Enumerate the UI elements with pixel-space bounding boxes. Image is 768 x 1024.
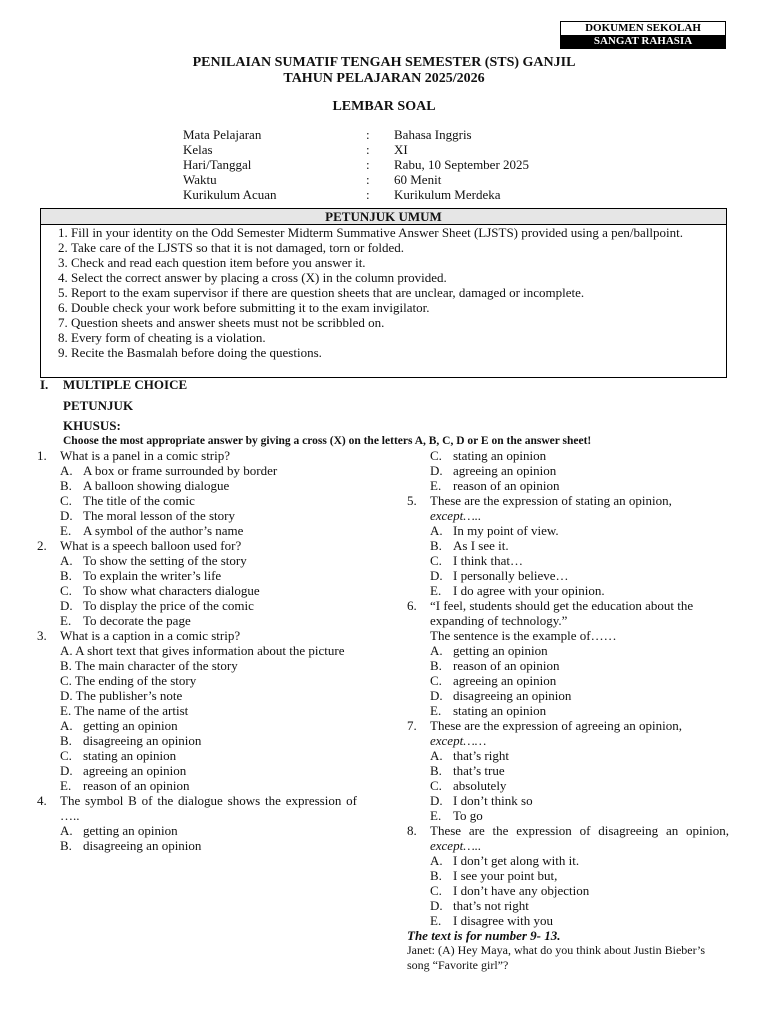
option-letter: B.	[430, 658, 442, 673]
option-letter: C.	[430, 673, 442, 688]
option-text: I do agree with your opinion.	[453, 583, 605, 598]
option	[37, 508, 357, 523]
info-row-class	[183, 142, 529, 157]
special-instruction: Choose the most appropriate answer by giving a cross (X) on the letters A, B, C, D or E on the answer sheet!	[63, 435, 592, 447]
option-letter: C.	[430, 553, 442, 568]
option	[407, 568, 729, 583]
option	[37, 568, 357, 583]
text-reference-note: The text is for number 9- 13.	[407, 928, 561, 943]
info-row-date	[183, 157, 529, 172]
option	[37, 733, 357, 748]
option-letter: B.	[430, 538, 442, 553]
option-letter: B.	[60, 478, 72, 493]
instruction-item: 4. Select the correct answer by placing a cross (X) in the column provided.	[71, 270, 726, 285]
question-text: These are the expression of agreeing an opinion,	[430, 718, 682, 733]
option-plain: B. The main character of the story	[60, 658, 238, 673]
question-text-wrap	[430, 823, 729, 853]
option	[37, 523, 357, 538]
option	[37, 763, 357, 778]
question-number: 7.	[407, 718, 417, 733]
instruction-item: 9. Recite the Basmalah before doing the questions.	[71, 345, 726, 360]
option-letter: B.	[60, 838, 72, 853]
option-letter: C.	[60, 583, 72, 598]
question-text-2: The sentence is the example of……	[430, 628, 617, 643]
question-number: 1.	[37, 448, 47, 463]
option	[37, 583, 357, 598]
option	[407, 553, 729, 568]
question-7	[407, 718, 729, 823]
info-sep: :	[366, 172, 370, 187]
instruction-item: 7. Question sheets and answer sheets must not be scribbled on.	[71, 315, 726, 330]
info-key: Mata Pelajaran	[183, 127, 262, 142]
option-letter: A.	[60, 553, 73, 568]
section-heading	[40, 377, 187, 392]
option	[407, 898, 729, 913]
option	[37, 478, 357, 493]
option	[407, 478, 729, 493]
general-instructions-heading: PETUNJUK UMUM	[41, 209, 726, 225]
info-value: Bahasa Inggris	[394, 127, 472, 142]
option-letter: A.	[60, 463, 73, 478]
option-letter: B.	[60, 733, 72, 748]
option-letter: E.	[430, 703, 442, 718]
question-except: except…..	[430, 508, 482, 523]
option-letter: D.	[430, 568, 443, 583]
option-text: I disagree with you	[453, 913, 554, 928]
option-letter: D.	[430, 463, 443, 478]
option-letter: E.	[430, 913, 442, 928]
option-text: getting an opinion	[83, 823, 178, 838]
question-6	[407, 598, 729, 718]
question-text-wrap	[430, 718, 729, 748]
info-key: Waktu	[183, 172, 217, 187]
option-text: absolutely	[453, 778, 507, 793]
option	[407, 793, 729, 808]
left-column	[37, 448, 357, 853]
question-5	[407, 493, 729, 598]
option	[407, 703, 729, 718]
option-text: I see your point but,	[453, 868, 558, 883]
option-letter: A.	[60, 823, 73, 838]
option-letter: B.	[430, 763, 442, 778]
instruction-item: 3. Check and read each question item before you answer it.	[71, 255, 726, 270]
question-text-wrap	[430, 493, 729, 523]
option-letter: C.	[60, 493, 72, 508]
option-text: getting an opinion	[453, 643, 548, 658]
option	[407, 778, 729, 793]
option-letter: C.	[430, 778, 442, 793]
instruction-item: 2. Take care of the LJSTS so that it is not damaged, torn or folded.	[71, 240, 726, 255]
option-text: To explain the writer’s life	[83, 568, 222, 583]
option-letter: D.	[430, 688, 443, 703]
question-text: “I feel, students should get the education about the expanding of technology.”	[430, 598, 694, 628]
section-number: I.	[40, 377, 49, 392]
info-row-subject	[183, 127, 529, 142]
option-text: stating an opinion	[453, 448, 547, 463]
question-text: These are the expression of disagreeing an opinion,	[430, 823, 729, 838]
option-letter: B.	[430, 868, 442, 883]
option	[407, 868, 729, 883]
option-text: A balloon showing dialogue	[83, 478, 230, 493]
info-value: Rabu, 10 September 2025	[394, 157, 530, 172]
option-text: The moral lesson of the story	[83, 508, 235, 523]
option-text: disagreeing an opinion	[83, 838, 202, 853]
option	[407, 913, 729, 928]
question-text: What is a caption in a comic strip?	[60, 628, 241, 643]
option	[407, 448, 729, 463]
option-letter: E.	[60, 523, 72, 538]
option-text: that’s true	[453, 763, 505, 778]
option	[37, 493, 357, 508]
option-plain: A. A short text that gives information about the picture	[60, 643, 345, 658]
academic-year: TAHUN PELAJARAN 2025/2026	[283, 71, 485, 86]
option-text: I don’t have any objection	[453, 883, 590, 898]
option	[407, 763, 729, 778]
option-letter: C.	[430, 883, 442, 898]
info-sep: :	[366, 187, 370, 202]
sheet-subtitle: LEMBAR SOAL	[332, 99, 436, 114]
option-text: As I see it.	[453, 538, 509, 553]
option-text: reason of an opinion	[453, 478, 560, 493]
general-instructions-box	[40, 208, 727, 378]
option-letter: D.	[430, 898, 443, 913]
info-value: XI	[394, 142, 408, 157]
question-text-wrap	[430, 598, 729, 643]
info-value: 60 Menit	[394, 172, 442, 187]
option-letter: E.	[430, 808, 442, 823]
instruction-item: 5. Report to the exam supervisor if there are question sheets that are unclear, damaged or incomplete.	[71, 285, 726, 300]
option	[37, 553, 357, 568]
option-letter: A.	[430, 523, 443, 538]
question-number: 5.	[407, 493, 417, 508]
option-text: that’s right	[453, 748, 509, 763]
option-text: I think that…	[453, 553, 524, 568]
option-letter: A.	[60, 718, 73, 733]
option-text: reason of an opinion	[453, 658, 560, 673]
instruction-item: 8. Every form of cheating is a violation.	[71, 330, 726, 345]
option	[407, 883, 729, 898]
option-text: The title of the comic	[83, 493, 195, 508]
option-letter: A.	[430, 748, 443, 763]
option	[37, 598, 357, 613]
option-letter: B.	[60, 568, 72, 583]
question-number: 4.	[37, 793, 47, 808]
question-number: 6.	[407, 598, 417, 613]
option	[407, 808, 729, 823]
exam-title: PENILAIAN SUMATIF TENGAH SEMESTER (STS) GANJIL	[192, 55, 576, 70]
section-title: MULTIPLE CHOICE	[63, 377, 188, 392]
instruction-item: 1. Fill in your identity on the Odd Semester Midterm Summative Answer Sheet (LJSTS) provided using a pen/ballpoint.	[71, 225, 726, 240]
option	[407, 583, 729, 598]
question-4	[37, 793, 357, 853]
option	[407, 463, 729, 478]
question-number: 3.	[37, 628, 47, 643]
option-letter: C.	[430, 448, 442, 463]
option-text: getting an opinion	[83, 718, 178, 733]
option-letter: D.	[430, 793, 443, 808]
badge-line-2: SANGAT RAHASIA	[561, 35, 725, 48]
option-text: To show the setting of the story	[83, 553, 247, 568]
option-text: To display the price of the comic	[83, 598, 254, 613]
question-except: except…..	[430, 838, 482, 853]
info-row-curriculum	[183, 187, 529, 202]
dialogue-line: Janet: (A) Hey Maya, what do you think about Justin Bieber’s song “Favorite girl”?	[407, 943, 706, 972]
option-text: that’s not right	[453, 898, 529, 913]
option-plain: E. The name of the artist	[60, 703, 189, 718]
question-number: 8.	[407, 823, 417, 838]
option-text: I don’t think so	[453, 793, 533, 808]
info-key: Kurikulum Acuan	[183, 187, 277, 202]
confidential-badge	[560, 21, 726, 49]
option	[37, 718, 357, 733]
option-letter: E.	[60, 778, 72, 793]
option-text: agreeing an opinion	[453, 673, 557, 688]
option-text: stating an opinion	[83, 748, 177, 763]
badge-line-1: DOKUMEN SEKOLAH	[561, 22, 725, 35]
option-letter: A.	[430, 853, 443, 868]
option-letter: E.	[430, 583, 442, 598]
option	[37, 778, 357, 793]
info-value: Kurikulum Merdeka	[394, 187, 501, 202]
option-text: To go	[453, 808, 483, 823]
option-text: I personally believe…	[453, 568, 569, 583]
option-letter: D.	[60, 598, 73, 613]
option	[37, 748, 357, 763]
option-text: agreeing an opinion	[83, 763, 187, 778]
question-number: 2.	[37, 538, 47, 553]
question-text: What is a panel in a comic strip?	[60, 448, 231, 463]
option-text: In my point of view.	[453, 523, 559, 538]
option	[37, 823, 357, 838]
option-plain: D. The publisher’s note	[60, 688, 183, 703]
option-text: A symbol of the author’s name	[83, 523, 244, 538]
question-text: The symbol B of the dialogue shows the expression of …..	[60, 793, 357, 823]
option-letter: E.	[60, 613, 72, 628]
exam-info	[183, 127, 529, 202]
option	[407, 853, 729, 868]
option-text: agreeing an opinion	[453, 463, 557, 478]
option-text: To decorate the page	[83, 613, 191, 628]
option	[37, 463, 357, 478]
option	[37, 838, 357, 853]
option-text: I don’t get along with it.	[453, 853, 580, 868]
option-letter: E.	[430, 478, 442, 493]
option-text: To show what characters dialogue	[83, 583, 260, 598]
option-plain: C. The ending of the story	[60, 673, 197, 688]
question-text: These are the expression of stating an opinion,	[430, 493, 672, 508]
option	[407, 673, 729, 688]
question-except: except……	[430, 733, 487, 748]
question-8	[407, 823, 729, 928]
question-3	[37, 628, 357, 793]
question-1	[37, 448, 357, 538]
option	[407, 748, 729, 763]
question-text: What is a speech balloon used for?	[60, 538, 242, 553]
option-letter: C.	[60, 748, 72, 763]
option-text: reason of an opinion	[83, 778, 190, 793]
option-text: disagreeing an opinion	[83, 733, 202, 748]
option-letter: D.	[60, 763, 73, 778]
khusus-label: KHUSUS:	[63, 418, 121, 433]
instruction-item: 6. Double check your work before submitting it to the exam invigilator.	[71, 300, 726, 315]
question-2	[37, 538, 357, 628]
option	[407, 523, 729, 538]
option-text: disagreeing an opinion	[453, 688, 572, 703]
info-row-time	[183, 172, 529, 187]
info-key: Kelas	[183, 142, 213, 157]
option-letter: A.	[430, 643, 443, 658]
option-letter: D.	[60, 508, 73, 523]
option-text: A box or frame surrounded by border	[83, 463, 278, 478]
option	[407, 688, 729, 703]
general-instructions-list	[41, 225, 726, 360]
option	[407, 658, 729, 673]
option	[37, 613, 357, 628]
info-sep: :	[366, 142, 370, 157]
info-key: Hari/Tanggal	[183, 157, 252, 172]
option	[407, 538, 729, 553]
info-sep: :	[366, 127, 370, 142]
option-text: stating an opinion	[453, 703, 547, 718]
right-column	[407, 448, 729, 973]
question-4-continued	[407, 448, 729, 493]
info-sep: :	[366, 157, 370, 172]
petunjuk-label: PETUNJUK	[63, 398, 134, 413]
option	[407, 643, 729, 658]
